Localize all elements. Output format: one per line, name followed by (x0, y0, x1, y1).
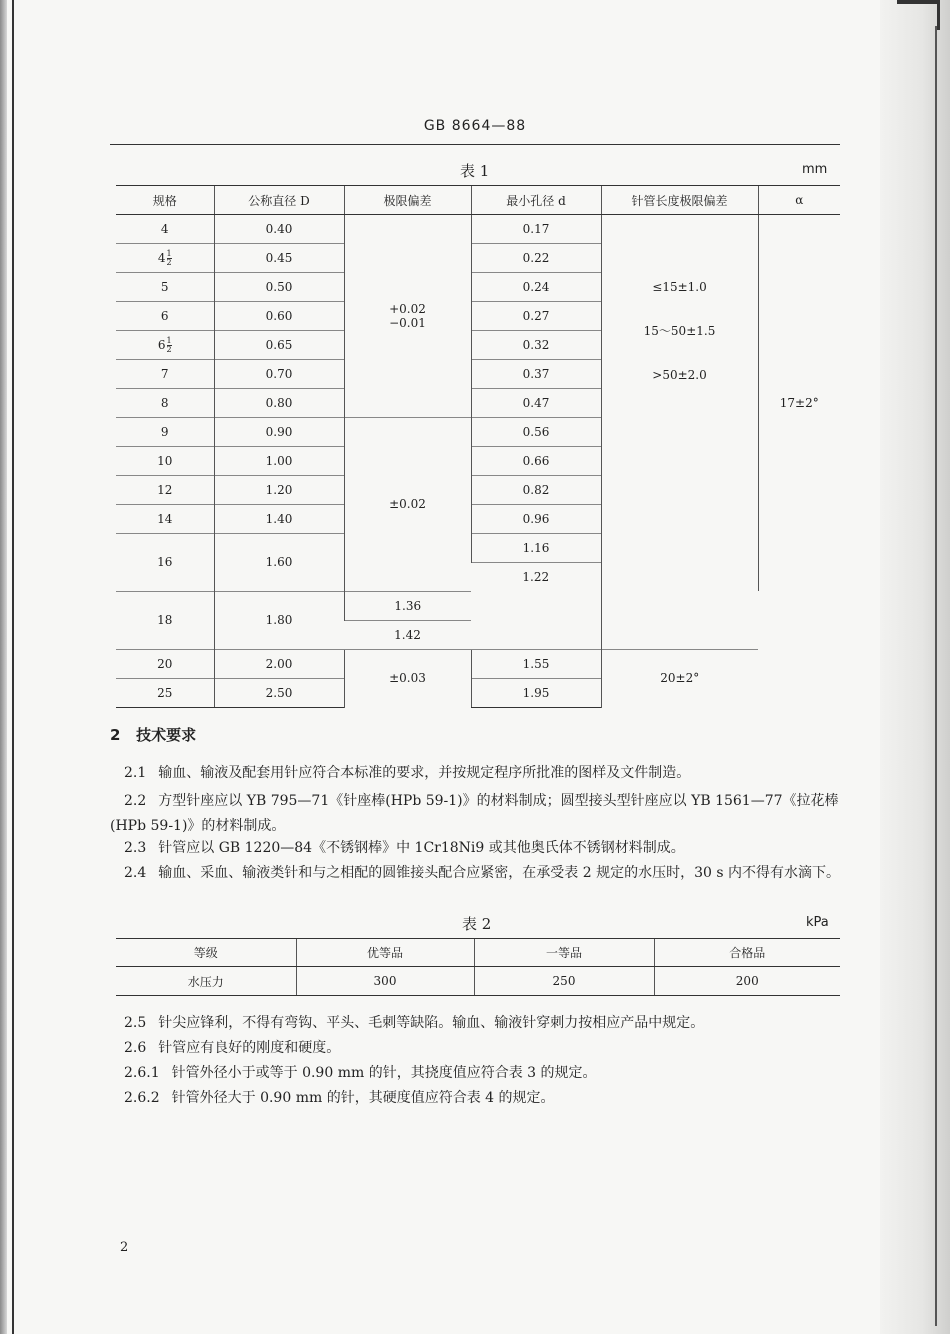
table1-col-spec: 规格 (116, 186, 214, 215)
min-bore-cell: 0.56 (471, 418, 601, 447)
min-bore-cell: 1.16 (471, 534, 601, 563)
spec-cell: 6 (116, 302, 214, 331)
table1 (116, 185, 840, 708)
value-cell: 300 (296, 967, 474, 996)
min-bore-cell: 0.66 (471, 447, 601, 476)
table1-header-row (116, 186, 840, 215)
diameter-cell: 0.70 (214, 360, 344, 389)
table1-col-diameter: 公称直径 D (214, 186, 344, 215)
diameter-cell: 1.00 (214, 447, 344, 476)
table2 (116, 938, 840, 996)
length-tolerance-long: >50±2.0 (652, 368, 707, 382)
spec-cell: 8 (116, 389, 214, 418)
tolerance-upper: +0.02 (389, 302, 426, 316)
alpha-group2-cell: 20±2° (601, 649, 758, 707)
min-bore-cell: 0.17 (471, 215, 601, 244)
length-tolerance-mid: 15～50±1.5 (643, 324, 716, 338)
table2-caption: 表 2 (462, 915, 492, 933)
diameter-cell: 0.65 (214, 331, 344, 360)
spec-cell: 4 $\frac{1}{2}$ (116, 244, 214, 273)
table2-col-grade: 等级 (116, 939, 296, 967)
table2-header-row (116, 939, 840, 967)
diameter-cell: 0.90 (214, 418, 344, 447)
table2-col-superior: 优等品 (296, 939, 474, 967)
table2-col-first-class: 一等品 (474, 939, 654, 967)
spec-cell: 9 (116, 418, 214, 447)
tolerance-group3-cell: ±0.03 (344, 649, 471, 707)
diameter-cell: 1.60 (214, 534, 344, 592)
diameter-cell: 0.80 (214, 389, 344, 418)
alpha-group1-cell: 17±2° (758, 215, 840, 592)
diameter-cell: 1.80 (214, 591, 344, 649)
tolerance-group1-cell (344, 215, 471, 418)
min-bore-cell: 0.24 (471, 273, 601, 302)
fraction-half: $\frac{1}{2}$ (166, 335, 172, 354)
section-heading (110, 724, 196, 745)
clause-2-5: 2.5 针尖应锋利，不得有弯钩、平头、毛刺等缺陷。输血、输液针穿刺力按相应产品中规定。 (124, 1015, 705, 1031)
min-bore-cell: 0.82 (471, 476, 601, 505)
page-number: 2 (120, 1240, 129, 1255)
diameter-cell: 1.20 (214, 476, 344, 505)
scan-corner-mark (897, 0, 940, 30)
spec-cell: 16 (116, 534, 214, 592)
tolerance-group2-cell: ±0.02 (344, 418, 471, 592)
scan-right-edge (880, 0, 950, 1334)
length-tolerance-cell (601, 215, 758, 650)
spec-cell: 5 (116, 273, 214, 302)
table1-col-min-bore: 最小孔径 d (471, 186, 601, 215)
table-row (116, 649, 840, 678)
table-row (116, 967, 840, 996)
table2-unit: kPa (806, 915, 829, 930)
row-label-cell: 水压力 (116, 967, 296, 996)
diameter-cell: 1.40 (214, 505, 344, 534)
spec-cell: 10 (116, 447, 214, 476)
clause-2-6: 2.6 针管应有良好的刚度和硬度。 (124, 1040, 341, 1056)
min-bore-cell: 1.95 (471, 678, 601, 707)
value-cell: 250 (474, 967, 654, 996)
scan-left-edge (0, 0, 7, 1334)
spec-cell: 6 $\frac{1}{2}$ (116, 331, 214, 360)
clause-2-2: 2.2 方型针座应以 YB 795—71《针座棒(HPb 59-1)》的材料制成；圆型接头型针座应以 YB 1561—77《拉花棒(HPb 59-1)》的材料制成。 (110, 793, 839, 834)
spec-cell: 20 (116, 649, 214, 678)
diameter-cell: 0.50 (214, 273, 344, 302)
min-bore-cell: 0.47 (471, 389, 601, 418)
standard-code-header: GB 8664—88 (423, 118, 527, 134)
spec-cell: 25 (116, 678, 214, 707)
diameter-cell: 2.50 (214, 678, 344, 707)
scan-left-border (12, 0, 14, 1334)
table1-unit: mm (802, 162, 828, 177)
spec-cell: 18 (116, 591, 214, 649)
table1-caption: 表 1 (460, 162, 490, 180)
spec-cell: 12 (116, 476, 214, 505)
scan-right-border (935, 26, 937, 1326)
section-number: 2 (110, 726, 121, 744)
table2-col-qualified: 合格品 (654, 939, 840, 967)
clause-2-3: 2.3 针管应以 GB 1220—84《不锈钢棒》中 1Cr18Ni9 或其他奥氏体不锈钢材料制成。 (124, 840, 685, 856)
min-bore-cell: 0.96 (471, 505, 601, 534)
min-bore-cell: 1.42 (344, 620, 471, 649)
min-bore-cell: 0.22 (471, 244, 601, 273)
diameter-cell: 0.40 (214, 215, 344, 244)
tolerance-lower: −0.01 (389, 316, 426, 330)
clause-2-6-2: 2.6.2 针管外径大于 0.90 mm 的针，其硬度值应符合表 4 的规定。 (124, 1090, 555, 1106)
section-title: 技术要求 (136, 726, 197, 744)
spec-cell: 7 (116, 360, 214, 389)
spec-cell: 14 (116, 505, 214, 534)
clause-2-1: 2.1 输血、输液及配套用针应符合本标准的要求，并按规定程序所批准的图样及文件制造。 (124, 765, 691, 781)
diameter-cell: 0.60 (214, 302, 344, 331)
min-bore-cell: 1.55 (471, 649, 601, 678)
table1-col-alpha: α (758, 186, 840, 215)
fraction-half: $\frac{1}{2}$ (166, 248, 172, 267)
value-cell: 200 (654, 967, 840, 996)
clause-2-6-1: 2.6.1 针管外径小于或等于 0.90 mm 的针，其挠度值应符合表 3 的规定。 (124, 1065, 597, 1081)
min-bore-cell: 0.32 (471, 331, 601, 360)
table-row (116, 215, 840, 244)
length-tolerance-short: ≤15±1.0 (652, 280, 707, 294)
min-bore-cell: 0.27 (471, 302, 601, 331)
diameter-cell: 2.00 (214, 649, 344, 678)
min-bore-cell: 1.22 (471, 563, 601, 592)
table1-col-length-tolerance: 针管长度极限偏差 (601, 186, 758, 215)
spec-cell: 4 (116, 215, 214, 244)
header-rule (110, 144, 840, 145)
diameter-cell: 0.45 (214, 244, 344, 273)
min-bore-cell: 1.36 (344, 591, 471, 620)
table1-col-tolerance: 极限偏差 (344, 186, 471, 215)
min-bore-cell: 0.37 (471, 360, 601, 389)
clause-2-4: 2.4 输血、采血、输液类针和与之相配的圆锥接头配合应紧密，在承受表 2 规定的水压时，30 s 内不得有水滴下。 (124, 865, 840, 881)
